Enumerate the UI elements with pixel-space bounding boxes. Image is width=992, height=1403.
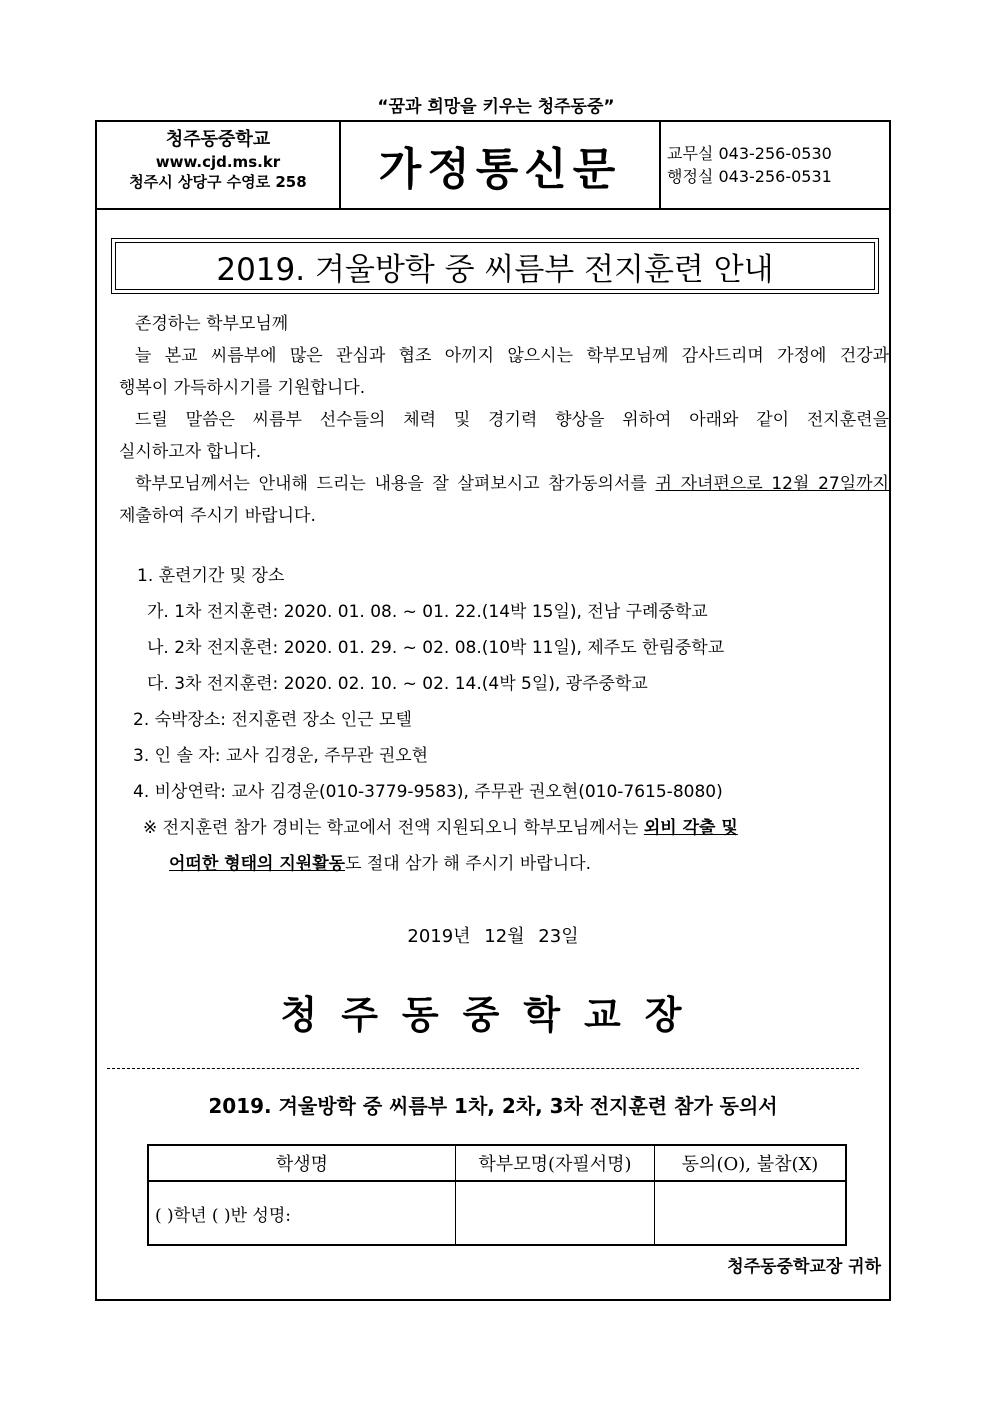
contact-row [667, 142, 832, 165]
school-info [97, 122, 341, 208]
notice-title: 2019. 겨울방학 중 씨름부 전지훈련 안내 [115, 242, 875, 290]
note-text: 도 절대 삼가 해 주시기 바랍니다. [345, 854, 591, 874]
greeting: 존경하는 학부모님께 [135, 314, 289, 334]
details-list [133, 558, 873, 882]
notice-body [119, 308, 889, 532]
newsletter-header [97, 122, 889, 210]
newsletter-frame [95, 120, 891, 1301]
contact-phone: 043-256-0531 [718, 167, 832, 186]
list-item: 4. 비상연락: 교사 김경운(010-3779-9583), 주무관 권오현(010-7615-8080) [133, 782, 723, 802]
contact-phone: 043-256-0530 [718, 144, 832, 163]
newsletter-title: 가정통신문 [341, 122, 661, 208]
issue-date: 2019년 12월 23일 [407, 926, 579, 947]
paragraph-line [119, 468, 889, 500]
school-motto: “꿈과 희망을 키우는 청주동중” [377, 97, 615, 117]
consent-choice-field[interactable] [655, 1181, 847, 1245]
contact-label: 행정실 [667, 167, 714, 186]
contact-label: 교무실 [667, 144, 714, 163]
note-text: ※ 전지훈련 참가 경비는 학교에서 전액 지원되오니 학부모님께서는 [143, 818, 644, 838]
consent-title: 2019. 겨울방학 중 씨름부 1차, 2차, 3차 전지훈련 참가 동의서 [208, 1094, 778, 1118]
note-emphasis: 외비 각출 및 [643, 818, 738, 838]
list-subitem: 다. 3차 전지훈련: 2020. 02. 10. ~ 02. 14.(4박 5일), 광주중학교 [147, 674, 648, 694]
consent-table [147, 1144, 847, 1246]
list-item: 3. 인 솔 자: 교사 김경운, 주무관 권오현 [133, 746, 429, 766]
table-header-row [148, 1145, 846, 1181]
student-name-field[interactable]: ( )학년 ( )반 성명: [148, 1181, 456, 1245]
cost-note [133, 810, 873, 846]
paragraph-line: 행복이 가득하시기를 기원합니다. [119, 378, 366, 398]
paragraph-line: 제출하여 주시기 바랍니다. [119, 506, 316, 526]
deadline-text: 귀 자녀편으로 12월 27일까지 [655, 474, 889, 494]
contact-row [667, 165, 832, 188]
column-header: 학생명 [148, 1145, 456, 1181]
list-subitem: 나. 2차 전지훈련: 2020. 01. 29. ~ 02. 08.(10박 11일), 제주도 한림중학교 [147, 638, 725, 658]
addressee: 청주동중학교장 귀하 [727, 1257, 881, 1277]
note-emphasis: 어떠한 형태의 지원활동 [169, 854, 346, 874]
list-item: 2. 숙박장소: 전지훈련 장소 인근 모텔 [133, 710, 412, 730]
cut-line [107, 1068, 859, 1069]
column-header: 학부모명(자필서명) [456, 1145, 655, 1181]
school-website[interactable]: www.cjd.ms.kr [155, 153, 281, 171]
paragraph-line: 드릴 말씀은 씨름부 선수들의 체력 및 경기력 향상을 위하여 아래와 같이 전지훈련을 [135, 410, 889, 430]
list-subitem: 가. 1차 전지훈련: 2020. 01. 08. ~ 01. 22.(14박 15일), 전남 구례중학교 [147, 602, 708, 622]
list-item: 1. 훈련기간 및 장소 [137, 566, 285, 586]
deadline-intro: 학부모님께서는 안내해 드리는 내용을 잘 살펴보시고 참가동의서를 [135, 474, 656, 494]
school-address: 청주시 상당구 수영로 258 [129, 173, 307, 191]
paragraph-line: 늘 본교 씨름부에 많은 관심과 협조 아끼지 않으시는 학부모님께 감사드리며 가정에 건강과 [135, 346, 889, 366]
cost-note-cont [133, 846, 873, 882]
parent-signature-field[interactable] [456, 1181, 655, 1245]
table-row [148, 1181, 846, 1245]
notice-title-box [111, 238, 879, 294]
principal-signature: 청주동중학교장 [280, 993, 706, 1037]
column-header: 동의(O), 불참(X) [655, 1145, 847, 1181]
contact-info [667, 142, 832, 188]
school-name: 청주동중학교 [165, 129, 271, 150]
paragraph-line: 실시하고자 합니다. [119, 442, 262, 462]
